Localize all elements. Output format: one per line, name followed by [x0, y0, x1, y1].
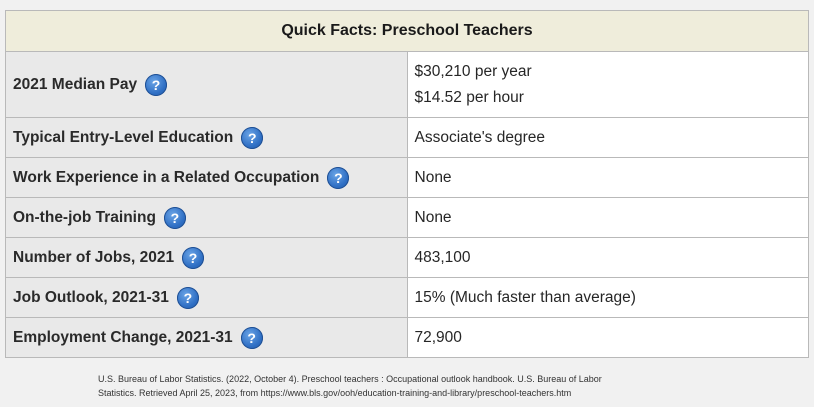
- row-label-cell: [6, 318, 408, 358]
- row-label: Typical Entry-Level Education: [13, 128, 234, 146]
- row-label-cell: [6, 238, 408, 278]
- source-citation: [98, 372, 738, 400]
- row-value: None: [414, 168, 452, 186]
- help-question-icon[interactable]: ?: [145, 74, 167, 96]
- table-row: [6, 158, 809, 198]
- help-question-icon[interactable]: ?: [327, 167, 349, 189]
- row-value: $14.52 per hour: [414, 88, 524, 106]
- row-value: None: [414, 208, 452, 226]
- row-label-cell: [6, 118, 408, 158]
- help-question-icon[interactable]: ?: [182, 247, 204, 269]
- row-label: Employment Change, 2021-31: [13, 328, 233, 346]
- row-label-cell: [6, 52, 408, 118]
- citation-line: U.S. Bureau of Labor Statistics. (2022, October 4). Preschool teachers : Occupational outlook handbook. U.S. Bureau of Labor: [98, 374, 602, 384]
- help-question-icon[interactable]: ?: [177, 287, 199, 309]
- row-label-cell: [6, 278, 408, 318]
- row-label-cell: [6, 198, 408, 238]
- table-row: [6, 52, 809, 118]
- table-row: [6, 318, 809, 358]
- help-question-icon[interactable]: ?: [241, 127, 263, 149]
- row-value: Associate's degree: [414, 128, 545, 146]
- row-value-cell: [407, 158, 809, 198]
- row-value-cell: [407, 118, 809, 158]
- table-header-row: [6, 11, 809, 52]
- row-value-cell: [407, 52, 809, 118]
- table-row: [6, 278, 809, 318]
- table-row: [6, 118, 809, 158]
- row-label: Work Experience in a Related Occupation: [13, 168, 320, 186]
- row-value-cell: [407, 198, 809, 238]
- table-title: Quick Facts: Preschool Teachers: [6, 11, 809, 52]
- row-value: 15% (Much faster than average): [414, 288, 636, 306]
- table-row: [6, 238, 809, 278]
- row-value-cell: [407, 238, 809, 278]
- row-label-cell: [6, 158, 408, 198]
- row-label: Job Outlook, 2021-31: [13, 288, 169, 306]
- row-label: 2021 Median Pay: [13, 75, 138, 93]
- citation-line: Statistics. Retrieved April 25, 2023, from https://www.bls.gov/ooh/education-training-and-library/preschool-teachers.htm: [98, 388, 572, 398]
- row-value: 72,900: [414, 328, 462, 346]
- quick-facts-table: [5, 10, 809, 358]
- row-value-cell: [407, 278, 809, 318]
- row-value: $30,210 per year: [414, 62, 532, 80]
- table-row: [6, 198, 809, 238]
- row-label: On-the-job Training: [13, 208, 156, 226]
- row-value-cell: [407, 318, 809, 358]
- row-value: 483,100: [414, 248, 471, 266]
- help-question-icon[interactable]: ?: [241, 327, 263, 349]
- help-question-icon[interactable]: ?: [164, 207, 186, 229]
- row-label: Number of Jobs, 2021: [13, 248, 175, 266]
